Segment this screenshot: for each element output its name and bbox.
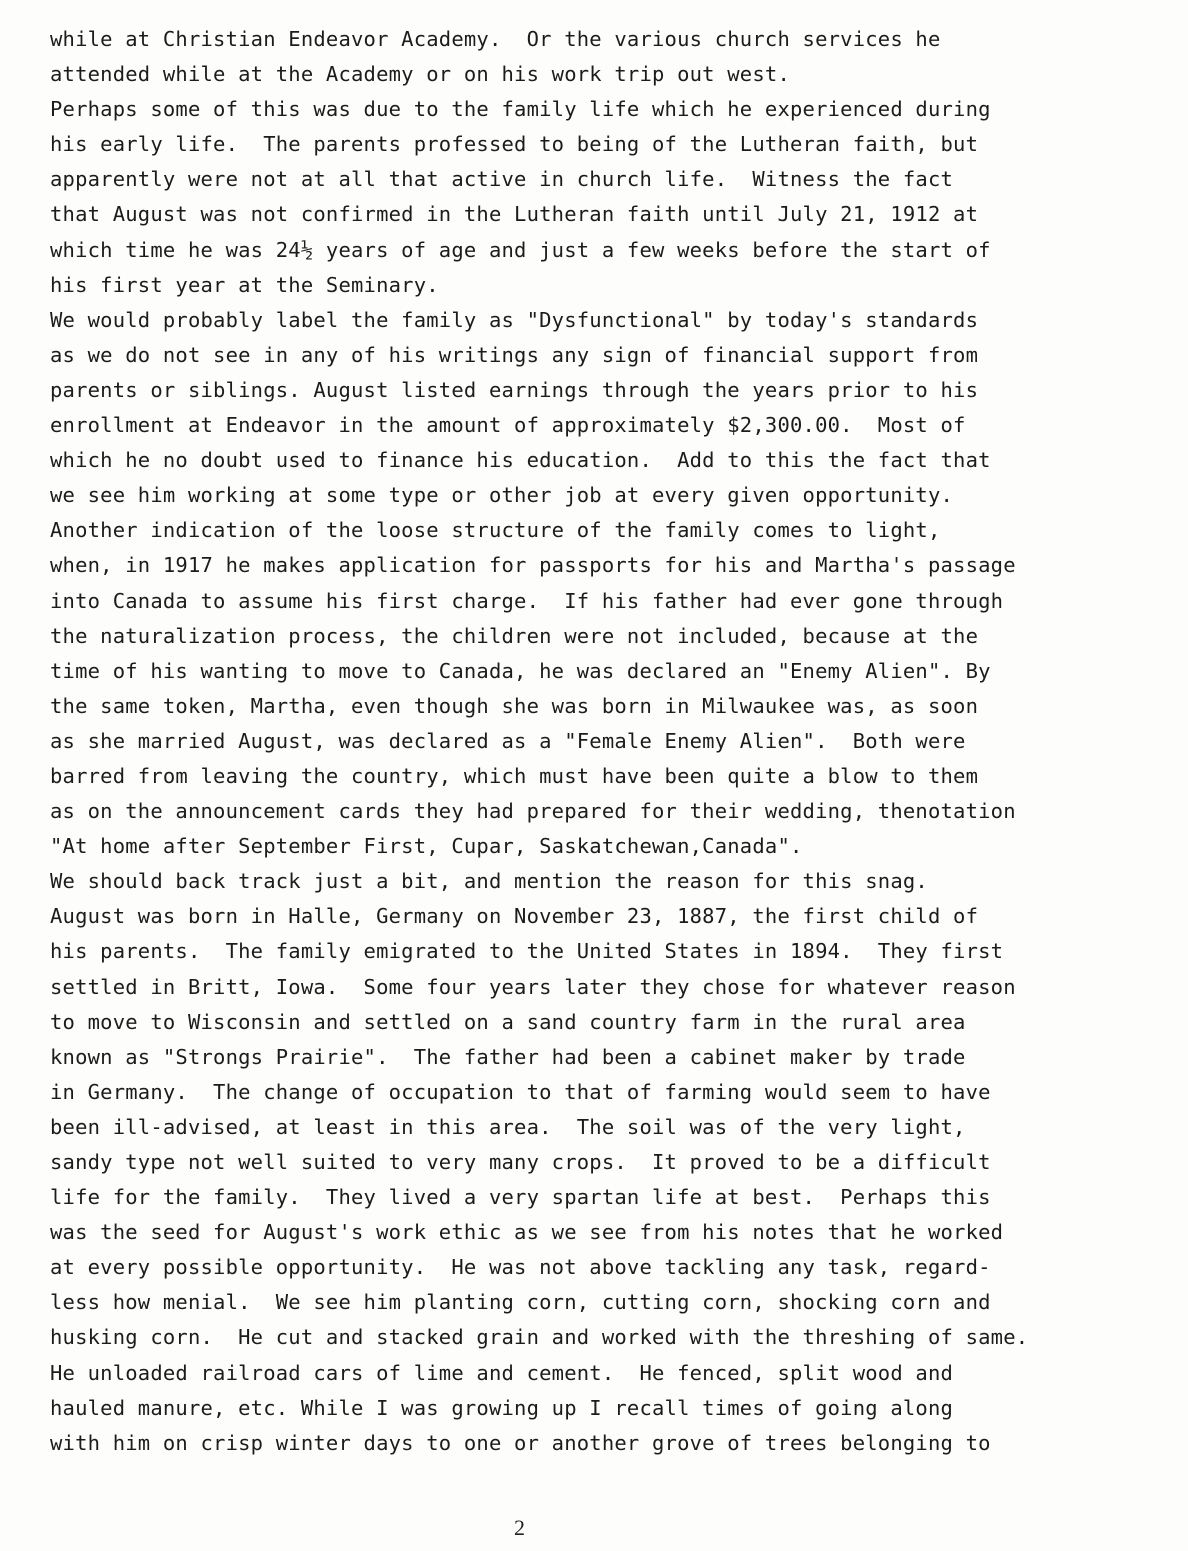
text-line: enrollment at Endeavor in the amount of approximately $2,300.00. Most of	[50, 413, 966, 438]
text-line: his parents. The family emigrated to the United States in 1894. They first	[50, 939, 1004, 964]
text-line: "At home after September First, Cupar, Saskatchewan,Canada".	[50, 834, 803, 859]
text-line: at every possible opportunity. He was not above tackling any task, regard-	[50, 1255, 991, 1280]
text-line: Another indication of the loose structure of the family comes to light,	[50, 518, 941, 543]
text-line: been ill-advised, at least in this area. The soil was of the very light,	[50, 1114, 966, 1139]
text-line: that August was not confirmed in the Lutheran faith until July 21, 1912 at	[50, 202, 979, 227]
text-line: husking corn. He cut and stacked grain and worked with the threshing of same.	[50, 1325, 1029, 1350]
text-line: as on the announcement cards they had prepared for their wedding, thenotation	[50, 799, 1016, 824]
text-line: with him on crisp winter days to one or another grove of trees belonging to	[50, 1430, 991, 1455]
text-line: which time he was 24½ years of age and just a few weeks before the start of	[50, 237, 991, 262]
text-line: when, in 1917 he makes application for passports for his and Martha's passage	[50, 553, 1016, 578]
page-number: 2	[514, 1515, 525, 1540]
text-line: as we do not see in any of his writings any sign of financial support from	[50, 342, 979, 367]
text-line: which he no doubt used to finance his education. Add to this the fact that	[50, 448, 991, 473]
text-line: apparently were not at all that active in church life. Witness the fact	[50, 167, 954, 192]
text-line: settled in Britt, Iowa. Some four years later they chose for whatever reason	[50, 974, 1016, 999]
text-line: we see him working at some type or other job at every given opportunity.	[50, 483, 954, 508]
text-line: the naturalization process, the children were not included, because at the	[50, 623, 979, 648]
text-line: to move to Wisconsin and settled on a sand country farm in the rural area	[50, 1009, 966, 1034]
text-line: Perhaps some of this was due to the family life which he experienced during	[50, 97, 991, 122]
text-line: sandy type not well suited to very many crops. It proved to be a difficult	[50, 1150, 991, 1174]
text-line: hauled manure, etc. While I was growing up I recall times of going along	[50, 1395, 954, 1420]
text-line: the same token, Martha, even though she was born in Milwaukee was, as soon	[50, 693, 979, 718]
text-line: while at Christian Endeavor Academy. Or the various church services he	[50, 27, 941, 51]
text-line: parents or siblings. August listed earnings through the years prior to his	[50, 377, 979, 402]
text-line: attended while at the Academy or on his work trip out west.	[50, 62, 790, 87]
text-line: into Canada to assume his first charge. If his father had ever gone through	[50, 588, 1004, 613]
text-line: as she married August, was declared as a "Female Enemy Alien". Both were	[50, 728, 966, 753]
text-line: known as "Strongs Prairie". The father had been a cabinet maker by trade	[50, 1044, 966, 1069]
text-line: in Germany. The change of occupation to that of farming would seem to have	[50, 1079, 991, 1104]
text-line: life for the family. They lived a very spartan life at best. Perhaps this	[50, 1185, 991, 1210]
text-line: was the seed for August's work ethic as we see from his notes that he worked	[50, 1220, 1004, 1245]
text-line: August was born in Halle, Germany on November 23, 1887, the first child of	[50, 904, 979, 929]
text-line: We would probably label the family as "Dysfunctional" by today's standards	[50, 307, 979, 332]
text-line: less how menial. We see him planting corn, cutting corn, shocking corn and	[50, 1290, 991, 1315]
text-line: his early life. The parents professed to being of the Lutheran faith, but	[50, 132, 979, 157]
text-line: We should back track just a bit, and mention the reason for this snag.	[50, 869, 928, 894]
text-line: his first year at the Seminary.	[50, 272, 439, 297]
text-line: barred from leaving the country, which must have been quite a blow to them	[50, 763, 979, 788]
text-line: time of his wanting to move to Canada, he was declared an "Enemy Alien". By	[50, 658, 991, 683]
text-line: He unloaded railroad cars of lime and cement. He fenced, split wood and	[50, 1360, 954, 1385]
typed-text-body	[50, 22, 1175, 1461]
